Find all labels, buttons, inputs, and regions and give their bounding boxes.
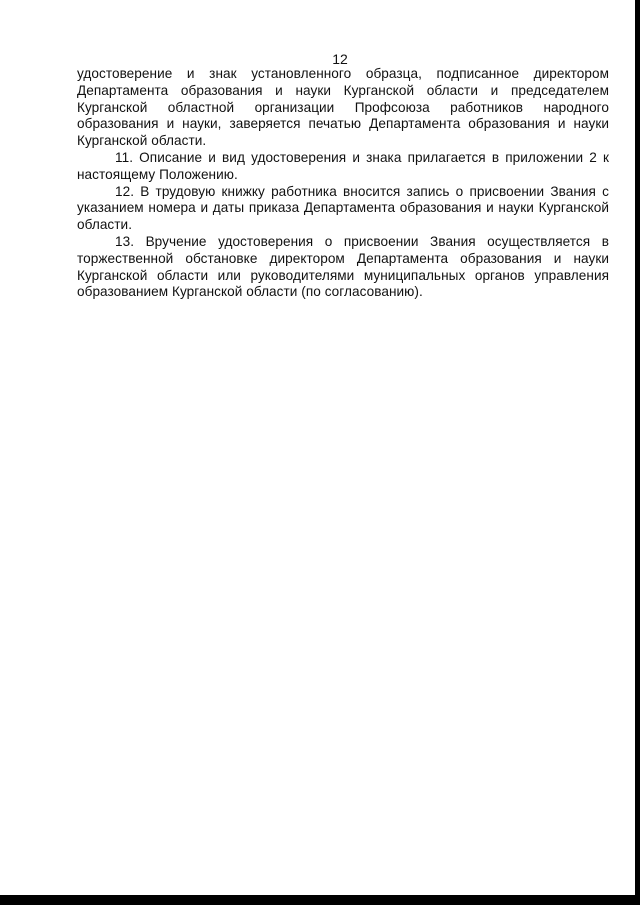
paragraph-item-12: 12. В трудовую книжку работника вносится запись о присвоении Звания с указанием номера и даты приказа Департамента образования и науки Курганской области. <box>77 183 609 233</box>
paragraph-item-11: 11. Описание и вид удостоверения и знака прилагается в приложении 2 к настоящему Положению. <box>77 149 609 182</box>
paragraph-continuation: удостоверение и знак установленного образца, подписанное директором Департамента образования и науки Курганской области и председателем Курганской областной организации Профсоюза работников народного образования и науки, заверяется печатью Департамента образования и науки Курганской области. <box>77 66 609 149</box>
scan-border-right <box>635 0 640 905</box>
document-body <box>77 66 609 301</box>
paragraph-item-13: 13. Вручение удостоверения о присвоении Звания осуществляется в торжественной обстановке директором Департамента образования и науки Курганской области или руководителями муниципальных органов управления образованием Курганской области (по согласованию). <box>77 233 609 300</box>
scan-border-bottom <box>0 895 640 905</box>
page-number: 12 <box>332 51 348 67</box>
